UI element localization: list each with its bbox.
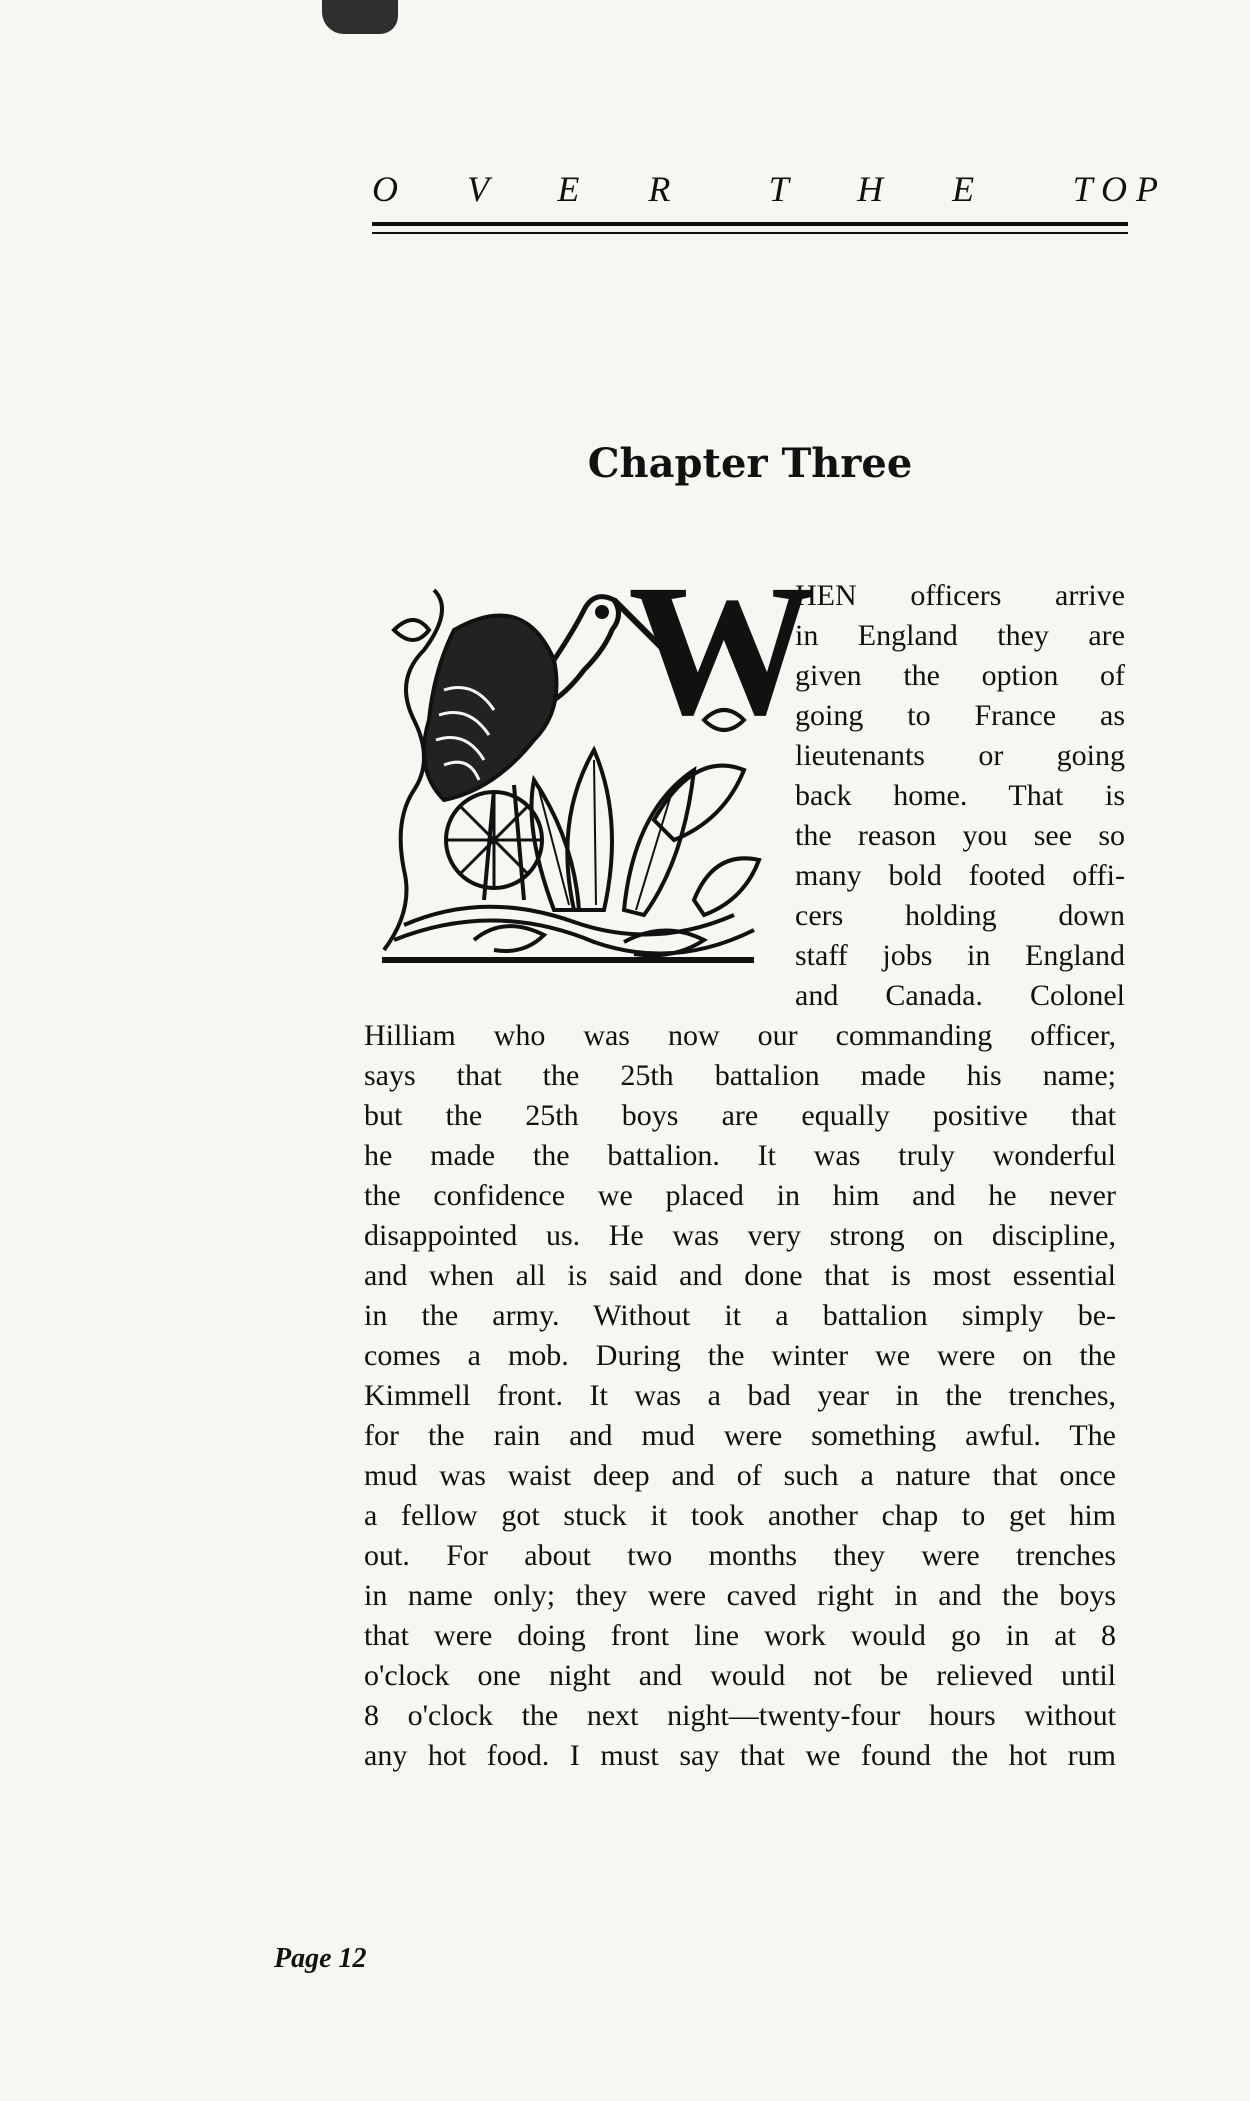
body-line: mud was waist deep and of such a nature that once [364,1459,1116,1492]
body-line: disappointed us. He was very strong on discipline, [364,1219,1116,1252]
body-line: any hot food. I must say that we found the hot rum [364,1739,1116,1772]
body-line: in name only; they were caved right in and the boys [364,1579,1116,1612]
body-line: Hilliam who was now our commanding officer, [364,1019,1116,1052]
running-head [372,168,1158,210]
body-line: going to France as [795,699,1125,732]
body-line: 8 o'clock the next night—twenty-four hours without [364,1699,1116,1732]
header-rule-thick [372,222,1128,226]
running-head-word-3: T O P [1072,169,1158,209]
body-line: comes a mob. During the winter we were on the [364,1339,1116,1372]
body-line: given the option of [795,659,1125,692]
drop-cap: W [628,545,816,754]
body-line: the confidence we placed in him and he never [364,1179,1116,1212]
body-line: but the 25th boys are equally positive that [364,1099,1116,1132]
body-line: out. For about two months they were trenches [364,1539,1116,1572]
body-line: Kimmell front. It was a bad year in the trenches, [364,1379,1116,1412]
body-line: in the army. Without it a battalion simply be- [364,1299,1116,1332]
body-line: he made the battalion. It was truly wonderful [364,1139,1116,1172]
body-line: staff jobs in England [795,939,1125,972]
body-line: says that the 25th battalion made his name; [364,1059,1116,1092]
body-line: and when all is said and done that is most essential [364,1259,1116,1292]
body-line: the reason you see so [795,819,1125,852]
header-rule-thin [372,232,1128,234]
page-number: Page 12 [274,1943,367,1974]
body-line: HEN officers arrive [795,579,1125,612]
ink-blot [322,0,398,34]
body-line: lieutenants or going [795,739,1125,772]
body-line: o'clock one night and would not be relieved until [364,1659,1116,1692]
body-line: back home. That is [795,779,1125,812]
body-line: a fellow got stuck it took another chap to get him [364,1499,1116,1532]
running-head-word-1: O V E R [372,169,701,209]
body-line: and Canada. Colonel [795,979,1125,1012]
body-line: for the rain and mud were something awful. The [364,1419,1116,1452]
body-line: that were doing front line work would go in at 8 [364,1619,1116,1652]
chapter-title: Chapter Three [587,440,913,487]
body-line: cers holding down [795,899,1125,932]
body-line: many bold footed offi- [795,859,1125,892]
body-line: in England they are [795,619,1125,652]
running-head-word-2: T H E [768,169,1005,209]
